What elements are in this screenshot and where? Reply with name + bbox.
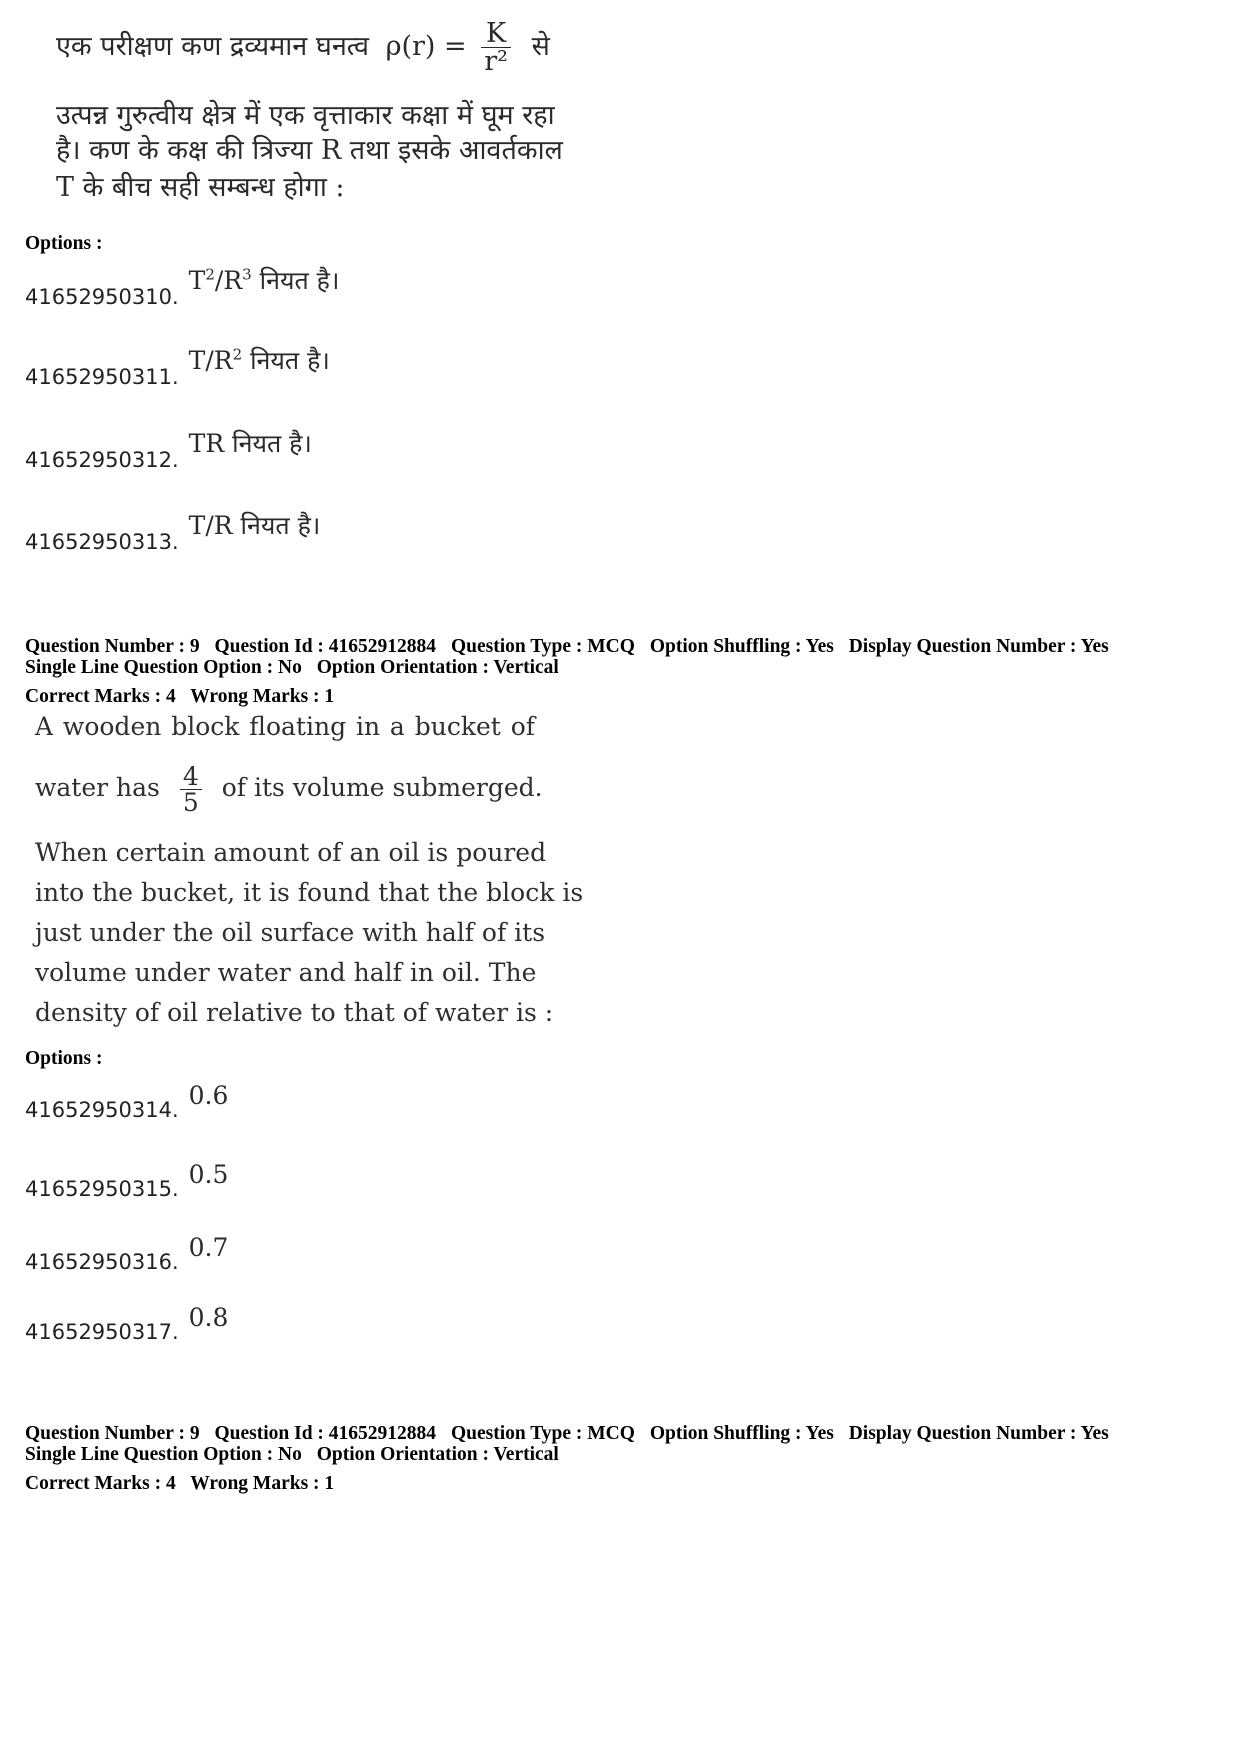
option-id: 41652950313. <box>25 530 179 554</box>
option-row <box>25 345 330 389</box>
option-id: 41652950317. <box>25 1320 179 1344</box>
fraction-denominator: 5 <box>182 788 199 817</box>
question-line: है। कण के कक्ष की त्रिज्या R तथा इसके आवर्तकाल <box>56 135 563 166</box>
question-text: water has <box>35 773 160 802</box>
question-id: Question Id : 41652912884 <box>214 1423 437 1444</box>
option-id: 41652950315. <box>25 1177 179 1201</box>
question-number: Question Number : 9 <box>25 636 200 657</box>
single-line-option: Single Line Question Option : No <box>25 657 302 678</box>
question-line: just under the oil surface with half of its <box>35 918 546 947</box>
question-meta-line <box>25 657 569 679</box>
question-type: Question Type : MCQ <box>450 1423 635 1444</box>
question-line: A wooden block floating in a bucket of <box>35 712 535 741</box>
marks-line <box>25 1473 344 1495</box>
option-id: 41652950311. <box>25 365 179 389</box>
option-row <box>25 511 321 554</box>
option-id: 41652950312. <box>25 448 179 472</box>
question-line: density of oil relative to that of water is : <box>35 998 554 1027</box>
marks-line <box>25 686 344 708</box>
options-label: Options : <box>25 233 103 254</box>
option-orientation: Option Orientation : Vertical <box>316 1444 559 1465</box>
option-row <box>25 1233 229 1274</box>
option-row <box>25 1160 229 1201</box>
question-line <box>56 20 550 75</box>
fraction-numerator: K <box>481 20 511 48</box>
question-meta-line <box>25 636 1119 658</box>
option-orientation: Option Orientation : Vertical <box>316 657 559 678</box>
question-id: Question Id : 41652912884 <box>214 636 437 657</box>
question-line: volume under water and half in oil. The <box>35 958 537 987</box>
option-text: 0.7 <box>188 1233 229 1262</box>
option-row <box>25 1081 229 1122</box>
option-text: $T/R^2$ नियत है। <box>188 345 330 375</box>
fraction <box>481 20 511 75</box>
question-line: T के बीच सही सम्बन्ध होगा : <box>56 172 345 203</box>
question-number: Question Number : 9 <box>25 1423 200 1444</box>
options-label: Options : <box>25 1048 103 1069</box>
fraction-numerator: 4 <box>180 764 202 790</box>
question-line: उत्पन्न गुरुत्वीय क्षेत्र में एक वृत्ताकार कक्षा में घूम रहा <box>56 100 555 131</box>
option-text: 0.8 <box>188 1303 229 1332</box>
correct-marks: Correct Marks : 4 <box>25 1473 176 1494</box>
option-text: T/R नियत है। <box>188 511 321 540</box>
question-line <box>35 762 543 817</box>
question-line: into the bucket, it is found that the block is <box>35 878 584 907</box>
question-text: of its volume submerged. <box>221 773 543 802</box>
question-text: से <box>531 31 550 62</box>
wrong-marks: Wrong Marks : 1 <box>190 686 335 707</box>
option-id: 41652950316. <box>25 1250 179 1274</box>
question-type: Question Type : MCQ <box>450 636 635 657</box>
display-question-number: Display Question Number : Yes <box>848 636 1109 657</box>
single-line-option: Single Line Question Option : No <box>25 1444 302 1465</box>
option-text: 0.6 <box>188 1081 229 1110</box>
option-id: 41652950314. <box>25 1098 179 1122</box>
option-row <box>25 265 340 309</box>
option-shuffling: Option Shuffling : Yes <box>649 636 834 657</box>
fraction-denominator: r² <box>484 46 508 77</box>
option-id: 41652950310. <box>25 285 179 309</box>
option-text: 0.5 <box>188 1160 229 1189</box>
wrong-marks: Wrong Marks : 1 <box>190 1473 335 1494</box>
question-meta-line <box>25 1444 569 1466</box>
correct-marks: Correct Marks : 4 <box>25 686 176 707</box>
question-text: एक परीक्षण कण द्रव्यमान घनत्व <box>56 31 369 62</box>
question-meta-line <box>25 1423 1119 1445</box>
question-line: When certain amount of an oil is poured <box>35 838 547 867</box>
option-row <box>25 1303 229 1344</box>
option-text: $T^2/R^3$ नियत है। <box>188 265 340 295</box>
fraction <box>180 764 202 815</box>
density-expression: ρ(r) = <box>385 31 467 62</box>
option-shuffling: Option Shuffling : Yes <box>649 1423 834 1444</box>
option-row <box>25 429 312 472</box>
option-text: TR नियत है। <box>188 429 312 458</box>
display-question-number: Display Question Number : Yes <box>848 1423 1109 1444</box>
